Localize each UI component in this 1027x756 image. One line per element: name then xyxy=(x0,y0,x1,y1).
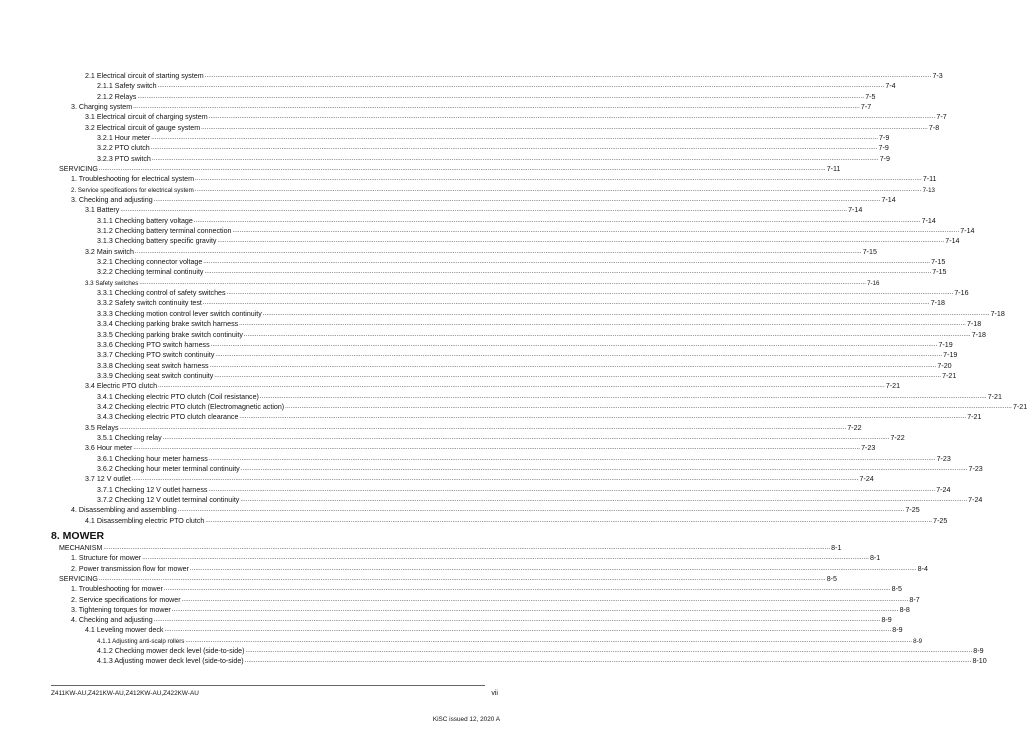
toc-entry-page: 8-7 xyxy=(909,595,920,604)
toc-entry-title: 3.2.1 Checking connector voltage xyxy=(97,258,203,267)
toc-entry xyxy=(85,72,943,81)
toc-entry-page: 8-4 xyxy=(917,564,928,573)
toc-entry-title: 3.2.2 PTO clutch xyxy=(97,144,150,153)
toc-entry-title: 3.2 Main switch xyxy=(85,247,134,256)
toc-entry-title: 2.1.1 Safety switch xyxy=(97,82,157,91)
dot-leader: ................................................................................................................................................................................................................................................................................................................................................................................................................ xyxy=(120,207,848,214)
toc-entry-page: 7-21 xyxy=(987,392,1002,401)
dot-leader: ................................................................................................................................................................................................................................................................................................................................................................................................................ xyxy=(181,596,909,603)
toc-entry-page: 8-5 xyxy=(891,585,902,594)
toc-entry xyxy=(97,299,945,308)
dot-leader: ................................................................................................................................................................................................................................................................................................................................................................................................................ xyxy=(162,434,890,441)
toc-entry xyxy=(85,206,863,215)
toc-entry xyxy=(71,585,902,594)
toc-entry-page: 7-16 xyxy=(954,289,969,298)
toc-entry-page: 7-5 xyxy=(865,92,876,101)
toc-entry-page: 8-9 xyxy=(913,637,923,645)
dot-leader: ................................................................................................................................................................................................................................................................................................................................................................................................................ xyxy=(205,517,933,524)
toc-entry-page: 8-9 xyxy=(881,616,892,625)
toc-entry xyxy=(71,554,881,563)
dot-leader: ................................................................................................................................................................................................................................................................................................................................................................................................................ xyxy=(243,331,971,338)
toc-entry-title: 4. Checking and adjusting xyxy=(71,616,153,625)
toc-entry-page: 7-22 xyxy=(847,423,862,432)
toc-entry-title: 3.7.1 Checking 12 V outlet harness xyxy=(97,485,208,494)
dot-leader: ................................................................................................................................................................................................................................................................................................................................................................................................................ xyxy=(262,310,990,317)
toc-entry-title: SERVICING xyxy=(59,574,98,583)
toc-entry-page: 7-3 xyxy=(932,72,943,80)
toc-entry-page: 7-25 xyxy=(933,516,948,525)
dot-leader: ................................................................................................................................................................................................................................................................................................................................................................................................................ xyxy=(195,176,922,183)
toc-entry xyxy=(97,433,905,443)
toc-entry xyxy=(97,154,890,164)
toc-entry-page: 8-9 xyxy=(973,647,984,655)
dot-leader: ................................................................................................................................................................................................................................................................................................................................................................................................................ xyxy=(239,414,967,421)
toc-entry-title: 3.4 Electric PTO clutch xyxy=(85,382,158,391)
dot-leader: ................................................................................................................................................................................................................................................................................................................................................................................................................ xyxy=(201,124,928,131)
footer-models: Z411KW-AU,Z421KW-AU,Z412KW-AU,Z422KW-AU xyxy=(51,690,199,697)
toc-entry xyxy=(97,647,984,656)
dot-leader: ................................................................................................................................................................................................................................................................................................................................................................................................................ xyxy=(226,290,954,297)
toc-entry-page: 7-23 xyxy=(968,464,983,473)
toc-entry-title: 3. Charging system xyxy=(71,103,133,112)
dot-leader: ................................................................................................................................................................................................................................................................................................................................................................................................................ xyxy=(98,575,826,582)
toc-entry xyxy=(85,113,947,122)
dot-leader: ................................................................................................................................................................................................................................................................................................................................................................................................................ xyxy=(204,73,932,79)
toc-entry-title: 4.1.1 Adjusting anti-scalp rollers xyxy=(97,637,185,645)
toc-entry xyxy=(71,605,910,615)
toc-entry-page: 7-25 xyxy=(905,506,920,515)
toc-entry xyxy=(97,309,1005,319)
toc-entry-title: 3.7.2 Checking 12 V outlet terminal continuity xyxy=(97,495,240,504)
toc-entry xyxy=(97,216,936,226)
toc-entry-title: 3.3.4 Checking parking brake switch harness xyxy=(97,320,239,329)
toc-entry-page: 7-18 xyxy=(971,330,986,339)
chapter-heading: 8. MOWER xyxy=(51,530,105,542)
toc-entry xyxy=(85,247,877,257)
toc-entry-page: 7-13 xyxy=(922,186,935,194)
dot-leader: ................................................................................................................................................................................................................................................................................................................................................................................................................ xyxy=(203,259,931,266)
toc-entry xyxy=(97,392,1002,402)
toc-entry xyxy=(59,544,842,553)
toc-entry-title: 2. Service specifications for electrical system xyxy=(71,186,194,194)
dot-leader: ................................................................................................................................................................................................................................................................................................................................................................................................................ xyxy=(153,617,881,624)
toc-entry-page: 8-9 xyxy=(892,626,903,635)
toc-entry-page: 7-9 xyxy=(879,154,890,163)
toc-entry xyxy=(71,186,935,195)
issue-stamp: KiSC issued 12, 2020 A xyxy=(432,716,500,723)
dot-leader: ................................................................................................................................................................................................................................................................................................................................................................................................................ xyxy=(142,555,869,562)
toc-entry xyxy=(97,268,947,277)
dot-leader: ................................................................................................................................................................................................................................................................................................................................................................................................................ xyxy=(217,238,945,245)
toc-entry-page: 7-21 xyxy=(942,371,957,380)
toc-entry xyxy=(97,464,983,474)
dot-leader: ................................................................................................................................................................................................................................................................................................................................................................................................................ xyxy=(240,496,968,503)
dot-leader: ................................................................................................................................................................................................................................................................................................................................................................................................................ xyxy=(177,507,905,514)
dot-leader: ................................................................................................................................................................................................................................................................................................................................................................................................................ xyxy=(239,321,966,328)
dot-leader: ................................................................................................................................................................................................................................................................................................................................................................................................................ xyxy=(204,269,932,276)
toc-entry-page: 7-21 xyxy=(885,382,901,391)
dot-leader: ................................................................................................................................................................................................................................................................................................................................................................................................................ xyxy=(131,476,859,483)
toc-entry xyxy=(97,227,975,236)
toc-entry-title: 3.6.1 Checking hour meter harness xyxy=(97,454,208,463)
toc-entry-title: 3.1 Electrical circuit of charging system xyxy=(85,113,208,122)
toc-entry-title: 2.1 Electrical circuit of starting system xyxy=(85,72,204,80)
toc-entry-title: 3.3.8 Checking seat switch harness xyxy=(97,361,209,370)
toc-entry-title: 3.1.1 Checking battery voltage xyxy=(97,216,193,225)
toc-entry-title: 3.3.5 Checking parking brake switch continuity xyxy=(97,330,243,339)
toc-entry-page: 7-16 xyxy=(867,279,880,287)
toc-entry-page: 7-11 xyxy=(826,165,841,174)
toc-entry xyxy=(97,637,923,646)
toc-entry xyxy=(59,165,841,174)
toc-entry-title: 3. Checking and adjusting xyxy=(71,196,153,205)
toc-entry-page: 7-9 xyxy=(879,134,890,143)
dot-leader: ................................................................................................................................................................................................................................................................................................................................................................................................................ xyxy=(210,341,938,348)
toc-entry-title: 2. Power transmission flow for mower xyxy=(71,564,189,573)
toc-entry xyxy=(97,413,982,422)
toc-entry-page: 7-7 xyxy=(860,103,872,112)
toc-entry xyxy=(97,258,946,267)
toc-entry-title: 3.3.7 Checking PTO switch continuity xyxy=(97,351,215,360)
dot-leader: ................................................................................................................................................................................................................................................................................................................................................................................................................ xyxy=(98,166,826,173)
dot-leader: ................................................................................................................................................................................................................................................................................................................................................................................................................ xyxy=(208,114,936,121)
toc-entry xyxy=(97,320,982,329)
dot-leader: ................................................................................................................................................................................................................................................................................................................................................................................................................ xyxy=(194,186,922,193)
toc-entry-title: 3. Tightening torques for mower xyxy=(71,605,171,614)
dot-leader: ................................................................................................................................................................................................................................................................................................................................................................................................................ xyxy=(209,362,937,369)
toc-entry xyxy=(97,454,951,464)
dot-leader: ................................................................................................................................................................................................................................................................................................................................................................................................................ xyxy=(189,565,917,572)
dot-leader: ................................................................................................................................................................................................................................................................................................................................................................................................................ xyxy=(240,465,968,472)
toc-entry xyxy=(97,144,889,153)
toc-entry-title: 4.1.3 Adjusting mower deck level (side-to-side) xyxy=(97,657,244,666)
toc-entry xyxy=(97,485,951,495)
toc-entry-page: 7-15 xyxy=(932,268,947,277)
toc-entry-page: 7-23 xyxy=(861,444,876,453)
dot-leader: ................................................................................................................................................................................................................................................................................................................................................................................................................ xyxy=(134,248,862,255)
dot-leader: ................................................................................................................................................................................................................................................................................................................................................................................................................ xyxy=(151,135,879,142)
toc-entry-page: 7-18 xyxy=(990,309,1005,318)
toc-entry xyxy=(85,279,880,288)
toc-entry-title: 3.5 Relays xyxy=(85,423,119,432)
toc-entry xyxy=(97,330,986,340)
toc-entry-page: 7-15 xyxy=(931,258,946,267)
dot-leader: ................................................................................................................................................................................................................................................................................................................................................................................................................ xyxy=(163,586,891,593)
toc-entry-page: 7-4 xyxy=(885,82,896,91)
dot-leader: ................................................................................................................................................................................................................................................................................................................................................................................................................ xyxy=(157,83,885,90)
toc-entry xyxy=(97,82,896,91)
dot-leader: ................................................................................................................................................................................................................................................................................................................................................................................................................ xyxy=(158,383,885,390)
toc-entry-title: 2.1.2 Relays xyxy=(97,92,137,101)
toc-entry xyxy=(71,616,892,625)
toc-entry-page: 7-19 xyxy=(943,351,958,360)
dot-leader: ................................................................................................................................................................................................................................................................................................................................................................................................................ xyxy=(151,155,879,162)
toc-entry-title: 4.1 Disassembling electric PTO clutch xyxy=(85,516,205,525)
toc-entry-title: 3.3 Safety switches xyxy=(85,279,139,287)
toc-entry-page: 8-10 xyxy=(972,657,987,666)
toc-entry-page: 7-15 xyxy=(862,247,877,256)
dot-leader: ................................................................................................................................................................................................................................................................................................................................................................................................................ xyxy=(285,403,1012,410)
toc-entry-page: 7-18 xyxy=(966,320,982,329)
dot-leader: ................................................................................................................................................................................................................................................................................................................................................................................................................ xyxy=(171,606,899,613)
toc-entry xyxy=(85,516,948,526)
toc-entry-page: 7-7 xyxy=(936,113,947,122)
dot-leader: ................................................................................................................................................................................................................................................................................................................................................................................................................ xyxy=(259,393,987,400)
toc-entry xyxy=(71,103,872,112)
toc-entry-page: 7-20 xyxy=(937,361,952,370)
toc-entry xyxy=(97,340,953,350)
dot-leader: ................................................................................................................................................................................................................................................................................................................................................................................................................ xyxy=(244,658,972,665)
toc-entry-title: 3.3.2 Safety switch continuity test xyxy=(97,299,202,308)
toc-entry-title: 3.2.3 PTO switch xyxy=(97,154,151,163)
toc-entry-title: 3.4.1 Checking electric PTO clutch (Coil resistance) xyxy=(97,392,259,401)
footer-page-number: vii xyxy=(491,690,498,697)
dot-leader: ................................................................................................................................................................................................................................................................................................................................................................................................................ xyxy=(137,93,865,100)
toc-entry xyxy=(71,595,920,605)
dot-leader: ................................................................................................................................................................................................................................................................................................................................................................................................................ xyxy=(208,486,936,493)
toc-entry-title: 1. Structure for mower xyxy=(71,554,142,563)
toc-entry xyxy=(97,361,952,371)
toc-entry-title: 1. Troubleshooting for mower xyxy=(71,585,163,594)
toc-entry-title: 3.3.9 Checking seat switch continuity xyxy=(97,371,214,380)
toc-entry xyxy=(97,371,957,381)
footer-divider xyxy=(51,685,485,686)
toc-entry-title: 4.1 Leveling mower deck xyxy=(85,626,164,635)
dot-leader: ................................................................................................................................................................................................................................................................................................................................................................................................................ xyxy=(133,104,860,111)
toc-entry xyxy=(59,574,837,584)
toc-entry-title: 3.3.1 Checking control of safety switches xyxy=(97,289,226,298)
toc-entry-title: 3.4.2 Checking electric PTO clutch (Electromagnetic action) xyxy=(97,402,285,411)
toc-entry-page: 7-9 xyxy=(878,144,889,153)
dot-leader: ................................................................................................................................................................................................................................................................................................................................................................................................................ xyxy=(103,545,831,551)
toc-entry-page: 7-24 xyxy=(968,495,983,504)
toc-entry xyxy=(85,382,901,391)
toc-entry-title: 3.3.6 Checking PTO switch harness xyxy=(97,340,210,349)
toc-entry-title: 3.2.1 Hour meter xyxy=(97,134,151,143)
toc-entry-page: 8-1 xyxy=(869,554,881,563)
toc-entry-page: 7-8 xyxy=(928,123,940,132)
toc-entry-page: 7-14 xyxy=(960,227,975,236)
toc-entry-page: 7-14 xyxy=(921,216,936,225)
dot-leader: ................................................................................................................................................................................................................................................................................................................................................................................................................ xyxy=(215,352,943,359)
toc-entry-title: 4. Disassembling and assembling xyxy=(71,506,177,515)
toc-entry xyxy=(71,564,928,574)
toc-entry xyxy=(71,196,896,205)
toc-entry-title: 3.1 Battery xyxy=(85,206,120,215)
toc-entry-page: 7-19 xyxy=(938,340,953,349)
toc-entry xyxy=(97,657,987,666)
toc-entry xyxy=(71,175,937,184)
toc-entry-page: 7-23 xyxy=(936,454,951,463)
toc-entry-page: 7-24 xyxy=(859,475,874,484)
toc-entry-page: 7-14 xyxy=(881,196,896,205)
toc-entry-page: 8-1 xyxy=(831,544,842,552)
toc-entry-title: 3.6 Hour meter xyxy=(85,444,133,453)
toc-entry-title: 3.5.1 Checking relay xyxy=(97,433,162,442)
toc-entry-title: 3.1.3 Checking battery specific gravity xyxy=(97,237,217,246)
toc-entry xyxy=(97,237,960,246)
toc-entry-title: 2. Service specifications for mower xyxy=(71,595,181,604)
dot-leader: ................................................................................................................................................................................................................................................................................................................................................................................................................ xyxy=(202,300,930,307)
dot-leader: ................................................................................................................................................................................................................................................................................................................................................................................................................ xyxy=(164,627,892,634)
toc-entry-title: 3.7 12 V outlet xyxy=(85,475,131,484)
toc-entry-page: 7-21 xyxy=(967,413,982,422)
dot-leader: ................................................................................................................................................................................................................................................................................................................................................................................................................ xyxy=(232,228,960,235)
toc-entry xyxy=(97,402,1027,412)
toc-entry-page: 7-18 xyxy=(930,299,945,308)
dot-leader: ................................................................................................................................................................................................................................................................................................................................................................................................................ xyxy=(139,279,867,286)
toc-entry xyxy=(97,134,890,143)
dot-leader: ................................................................................................................................................................................................................................................................................................................................................................................................................ xyxy=(133,445,861,452)
toc-entry xyxy=(97,495,983,505)
toc-entry-page: 8-5 xyxy=(826,574,837,583)
dot-leader: ................................................................................................................................................................................................................................................................................................................................................................................................................ xyxy=(208,455,936,462)
toc-entry-title: MECHANISM xyxy=(59,544,103,552)
toc-entry-title: 3.3.3 Checking motion control lever switch continuity xyxy=(97,309,262,318)
toc-entry-title: 4.1.2 Checking mower deck level (side-to-side) xyxy=(97,647,245,655)
toc-entry-title: 3.6.2 Checking hour meter terminal continuity xyxy=(97,464,240,473)
toc-entry xyxy=(85,123,940,133)
toc-entry-page: 7-14 xyxy=(848,206,863,215)
toc-entry-page: 7-14 xyxy=(945,237,960,246)
dot-leader: ................................................................................................................................................................................................................................................................................................................................................................................................................ xyxy=(153,197,881,204)
dot-leader: ................................................................................................................................................................................................................................................................................................................................................................................................................ xyxy=(214,372,942,379)
toc-entry xyxy=(85,423,862,433)
toc-entry xyxy=(97,351,958,360)
toc-entry xyxy=(97,289,969,298)
dot-leader: ................................................................................................................................................................................................................................................................................................................................................................................................................ xyxy=(185,637,913,644)
dot-leader: ................................................................................................................................................................................................................................................................................................................................................................................................................ xyxy=(193,217,921,224)
toc-entry-title: SERVICING xyxy=(59,165,98,174)
toc-entry-title: 1. Troubleshooting for electrical system xyxy=(71,175,195,184)
dot-leader: ................................................................................................................................................................................................................................................................................................................................................................................................................ xyxy=(119,424,847,431)
dot-leader: ................................................................................................................................................................................................................................................................................................................................................................................................................ xyxy=(150,145,878,152)
toc-entry xyxy=(71,506,920,515)
toc-entry-page: 8-8 xyxy=(899,605,910,614)
toc-entry xyxy=(85,475,874,484)
toc-entry-page: 7-21 xyxy=(1012,402,1027,411)
toc-entry-title: 3.2 Electrical circuit of gauge system xyxy=(85,123,201,132)
toc-entry-title: 3.2.2 Checking terminal continuity xyxy=(97,268,204,277)
toc-entry-page: 7-24 xyxy=(936,485,951,494)
toc-entry xyxy=(85,444,876,453)
toc-entry-title: 3.1.2 Checking battery terminal connection xyxy=(97,227,232,236)
toc-entry-title: 3.4.3 Checking electric PTO clutch clearance xyxy=(97,413,239,422)
dot-leader: ................................................................................................................................................................................................................................................................................................................................................................................................................ xyxy=(245,648,973,654)
toc-entry xyxy=(97,92,876,102)
toc-entry-page: 7-11 xyxy=(922,175,937,184)
toc-entry xyxy=(85,626,903,635)
toc-entry-page: 7-22 xyxy=(890,433,905,442)
